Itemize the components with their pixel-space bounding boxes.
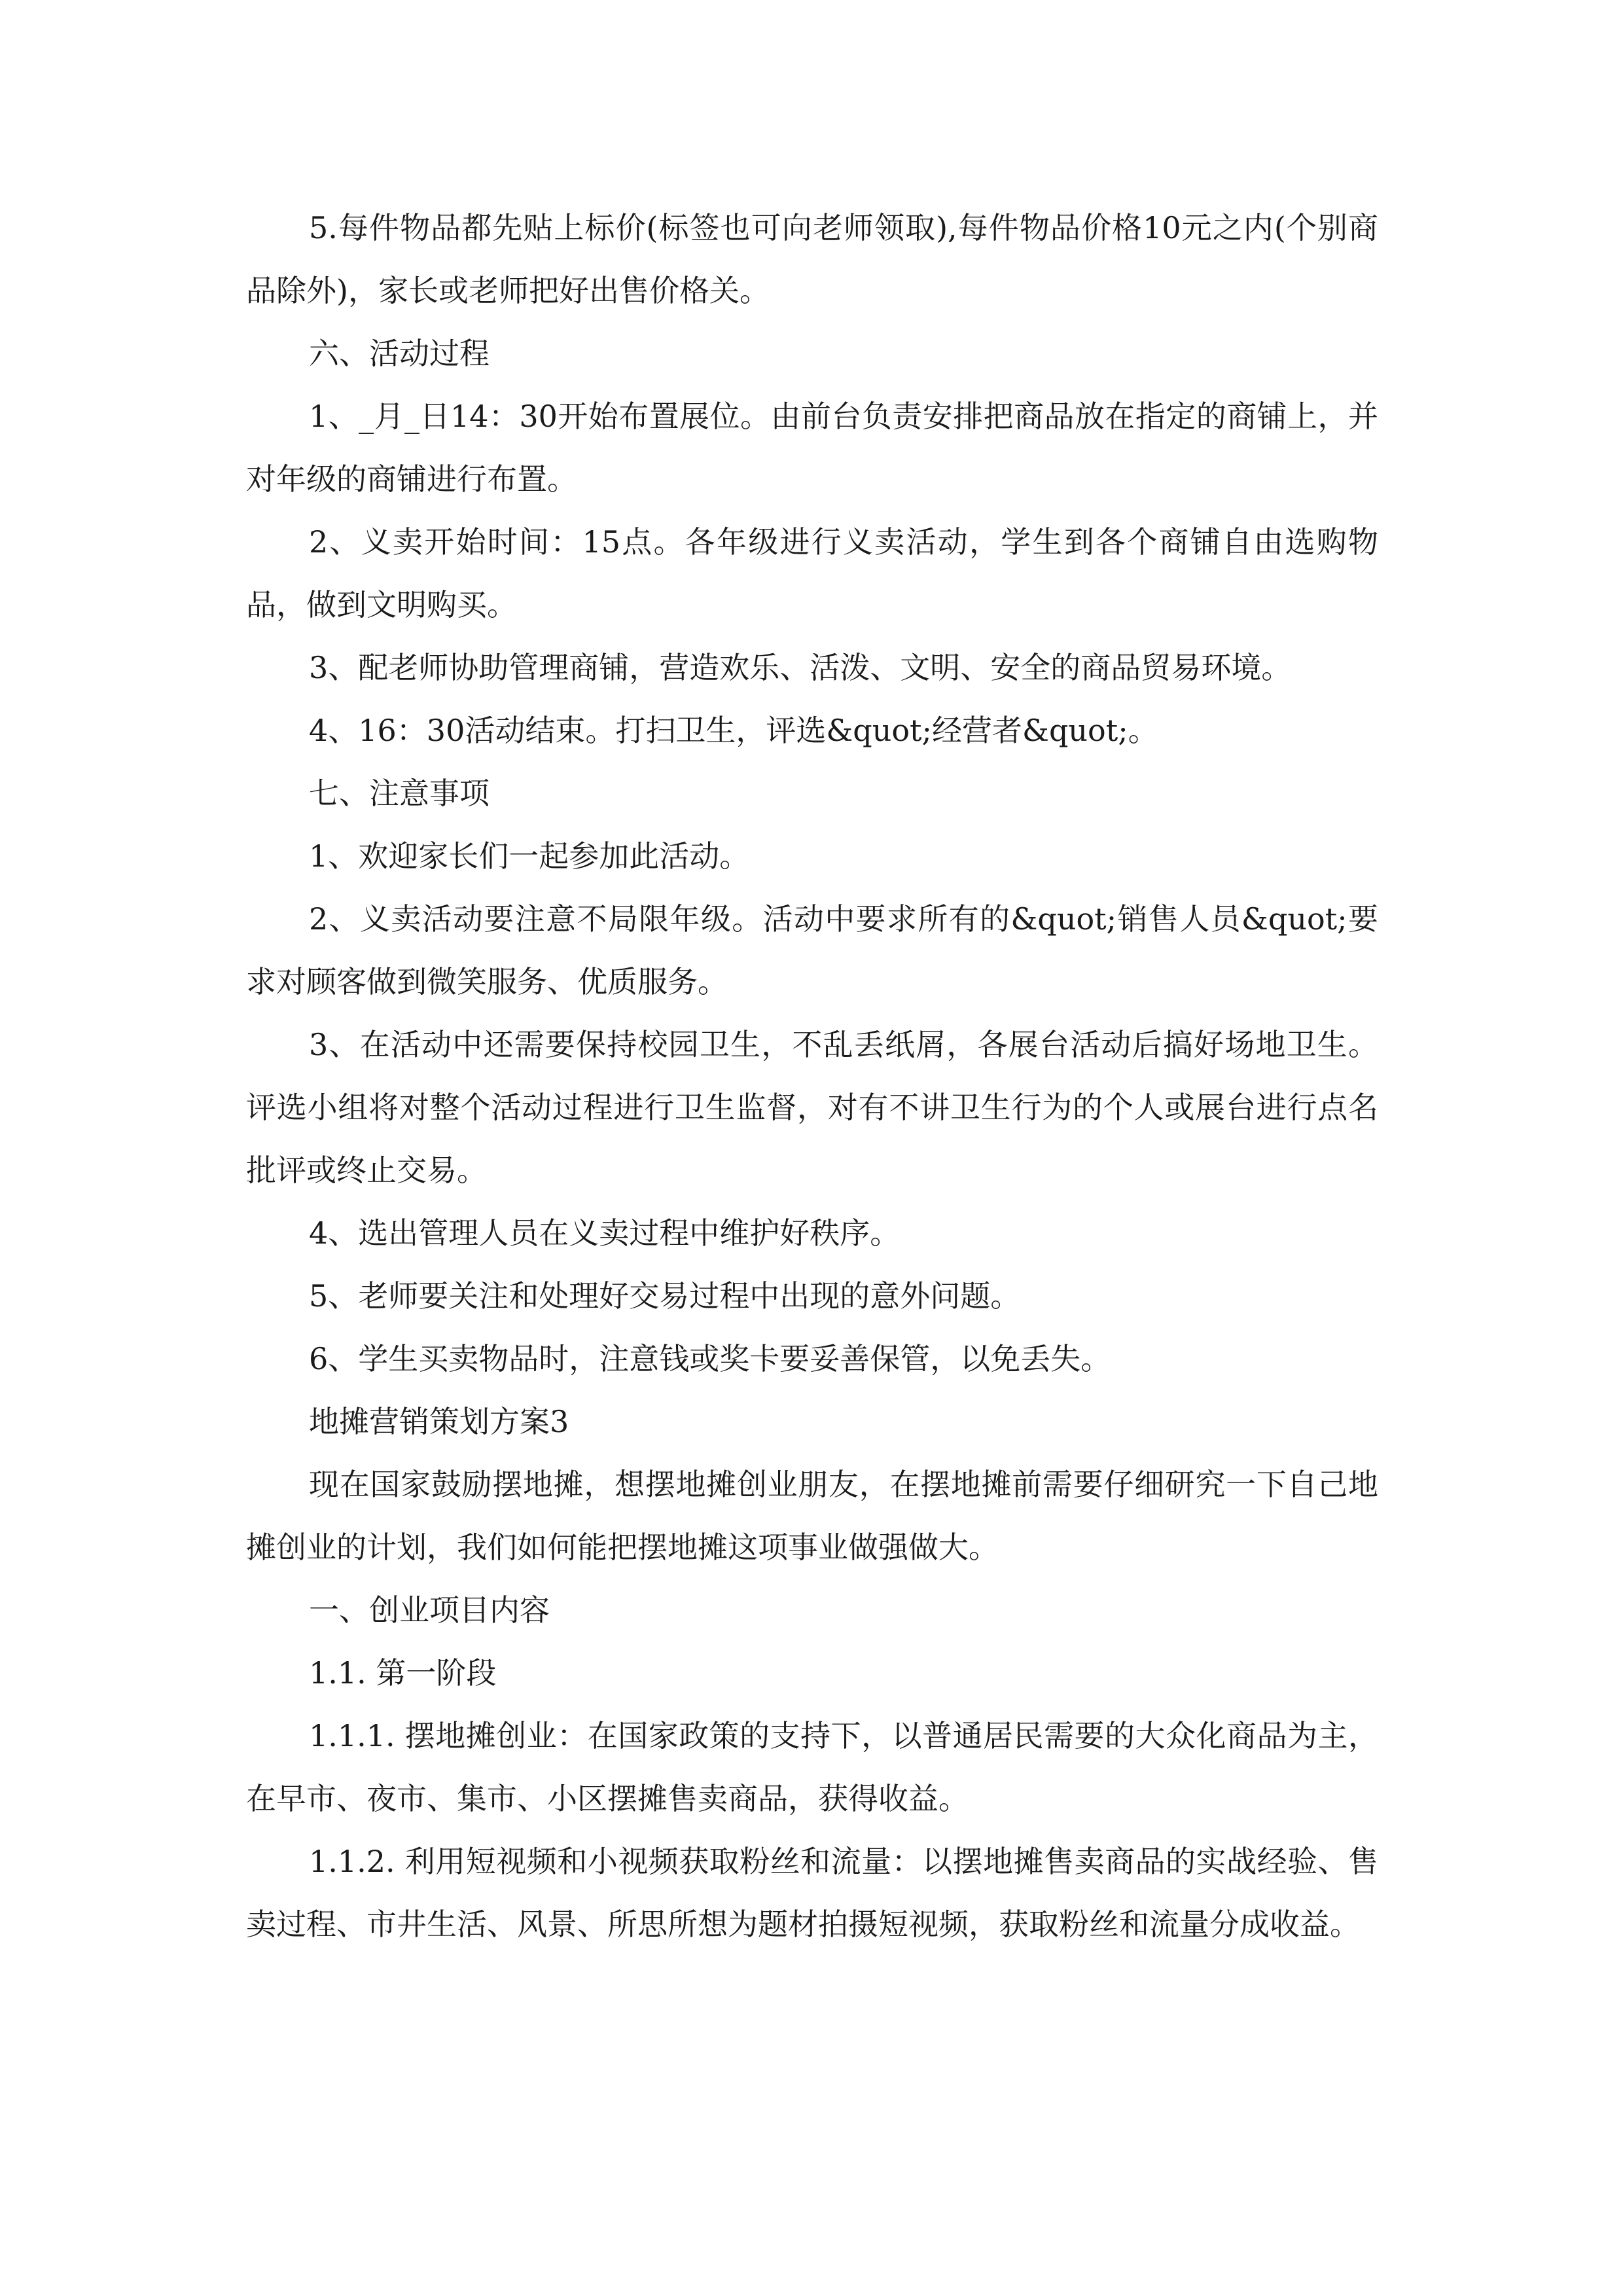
paragraph-note-order: 4、选出管理人员在义卖过程中维护好秩序。 (309, 1215, 901, 1251)
section-heading-notes: 七、注意事项 (309, 776, 490, 811)
subheading-stage-one: 1.1. 第一阶段 (309, 1655, 497, 1691)
document-title-plan-3: 地摊营销策划方案3 (309, 1404, 569, 1439)
paragraph-note-grades: 2、义卖活动要注意不局限年级。活动中要求所有的&quot;销售人员&quot;要求对顾客做到微笑服务、优质服务。 (246, 901, 1378, 999)
paragraph-note-teachers: 5、老师要关注和处理好交易过程中出现的意外问题。 (309, 1278, 1021, 1314)
paragraph-item-pricing: 5.每件物品都先贴上标价(标签也可向老师领取),每件物品价格10元之内(个别商品除外)，家长或老师把好出售价格关。 (246, 210, 1378, 308)
paragraph-activity-end: 4、16：30活动结束。打扫卫生，评选&quot;经营者&quot;。 (309, 713, 1158, 748)
paragraph-note-parents: 1、欢迎家长们一起参加此活动。 (309, 838, 750, 874)
paragraph-note-hygiene: 3、在活动中还需要保持校园卫生，不乱丢纸屑，各展台活动后搞好场地卫生。评选小组将对整个活动过程进行卫生监督，对有不讲卫生行为的个人或展台进行点名批评或终止交易。 (246, 1027, 1378, 1188)
section-heading-activity-process: 六、活动过程 (309, 336, 490, 371)
document-page (246, 196, 1378, 1956)
paragraph-note-money: 6、学生买卖物品时，注意钱或奖卡要妥善保管，以免丢失。 (309, 1341, 1111, 1376)
paragraph-setup-booths: 1、_月_日14：30开始布置展位。由前台负责安排把商品放在指定的商铺上，并对年级的商铺进行布置。 (246, 399, 1378, 497)
section-heading-project-content: 一、创业项目内容 (309, 1592, 550, 1628)
paragraph-short-video: 1.1.2. 利用短视频和小视频获取粉丝和流量：以摆地摊售卖商品的实战经验、售卖过程、市井生活、风景、所思所想为题材拍摄短视频，获取粉丝和流量分成收益。 (246, 1844, 1378, 1942)
paragraph-intro: 现在国家鼓励摆地摊，想摆地摊创业朋友，在摆地摊前需要仔细研究一下自己地摊创业的计划，我们如何能把摆地摊这项事业做强做大。 (246, 1467, 1378, 1565)
paragraph-sale-start: 2、义卖开始时间：15点。各年级进行义卖活动，学生到各个商铺自由选购物品，做到文明购买。 (246, 524, 1378, 622)
paragraph-stall-business: 1.1.1. 摆地摊创业：在国家政策的支持下，以普通居民需要的大众化商品为主，在早市、夜市、集市、小区摆摊售卖商品，获得收益。 (246, 1718, 1378, 1816)
paragraph-teacher-assist: 3、配老师协助管理商铺，营造欢乐、活泼、文明、安全的商品贸易环境。 (309, 650, 1292, 685)
